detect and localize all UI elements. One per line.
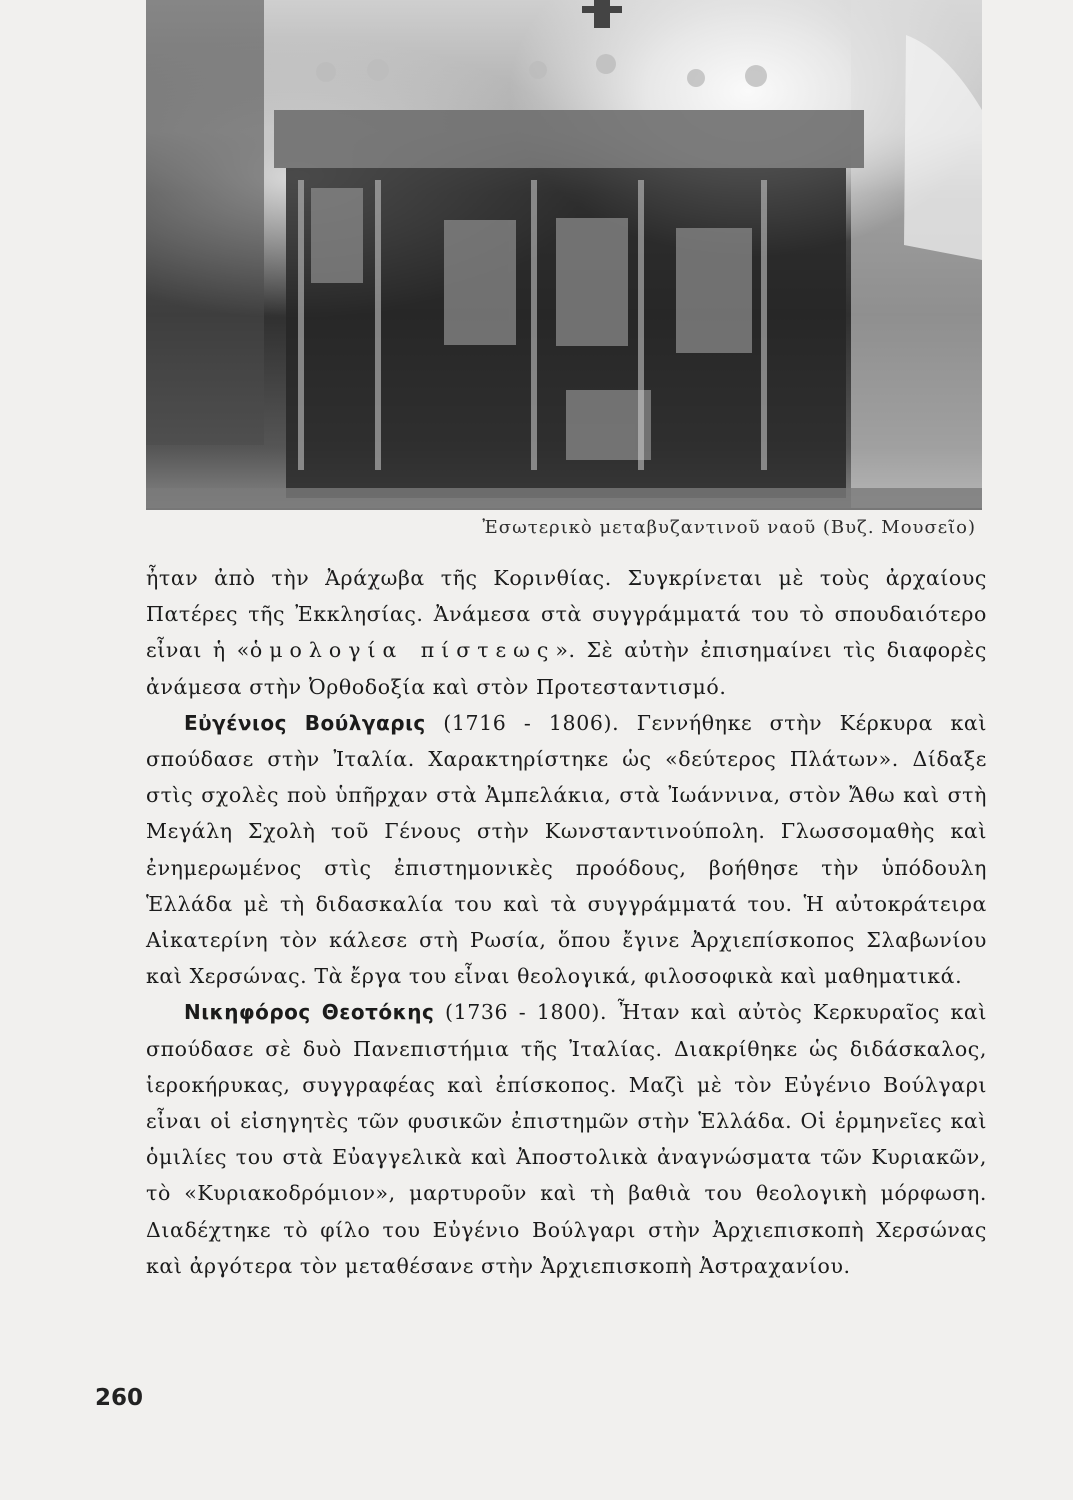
page-number: 260 xyxy=(95,1385,144,1411)
paragraph-3-text: (1736 - 1800). Ἦταν καὶ αὐτὸς Κερκυραῖος καὶ σπούδασε σὲ δυὸ Πανεπιστήμια τῆς Ἰταλίας. Διακρίθηκε ὡς διδάσκαλος, ἱεροκήρυκας, συγγραφέας καὶ ἐπίσκοπος. Μαζὶ μὲ τὸν Εὐγένιο Βούλγαρι εἶναι οἱ εἰσηγητὲς τῶν φυσικῶν ἐπιστημῶν στὴν Ἑλλάδα. Οἱ ἑρμηνεῖες καὶ ὁμιλίες του στὰ Εὐαγγελικὰ καὶ Ἀποστολικὰ ἀναγνώσματα τῶν Κυριακῶν, τὸ «Κυριακοδρόμιον», μαρτυροῦν καὶ τὴ βαθιὰ του θεολογικὴ μόρφωση. Διαδέχτηκε τὸ φίλο του Εὐγένιο Βούλγαρι στὴν Ἀρχιεπισκοπὴ Χερσώνας καὶ ἀργότερα τὸν μεταθέσανε στὴν Ἀρχιεπισκοπὴ Ἀστραχανίου. xyxy=(146,1000,988,1278)
bio-name-voulgaris: Εὐγένιος Βούλγαρις xyxy=(184,710,426,735)
iconostasis-illustration xyxy=(146,0,982,508)
paragraph-3 xyxy=(146,994,987,1284)
paragraph-2 xyxy=(146,705,987,995)
paragraph-1 xyxy=(146,560,987,705)
figure-caption: Ἐσωτερικὸ μεταβυζαντινοῦ ναοῦ (Βυζ. Μουσεῖο) xyxy=(482,517,976,538)
church-interior-photo xyxy=(146,0,982,510)
paragraph-1-text-2: ». Σὲ αὐτὴν ἐπισημαίνει τὶς διαφορὲς ἀνάμεσα στὴν Ὀρθοδοξία καὶ στὸν Προτεσταντισμό. xyxy=(146,638,987,699)
paragraph-2-text: (1716 - 1806). Γεννήθηκε στὴν Κέρκυρα καὶ σπούδασε στὴν Ἰταλία. Χαρακτηρίστηκε ὡς «δεύτερος Πλάτων». Δίδαξε στὶς σχολὲς ποὺ ὑπῆρχαν στὰ Ἀμπελάκια, στὰ Ἰωάννινα, στὸν Ἄθω καὶ στὴ Μεγάλη Σχολὴ τοῦ Γένους στὴν Κωνσταντινούπολη. Γλωσσομαθὴς καὶ ἐνημερωμένος στὶς ἐπιστημονικὲς προόδους, βοήθησε τὴν ὑπόδουλη Ἑλλάδα μὲ τὴ διδασκαλία του καὶ τὰ συγγράμματά του. Ἡ αὐτοκράτειρα Αἰκατερίνη τὸν κάλεσε στὴ Ρωσία, ὅπου ἔγινε Ἀρχιεπίσκοπος Σλαβωνίου καὶ Χερσώνας. Τὰ ἔργα του εἶναι θεολογικά, φιλοσοφικὰ καὶ μαθηματικά. xyxy=(146,710,987,989)
paragraph-1-text-1: ἦταν ἀπὸ τὴν Ἀράχωβα τῆς Κορινθίας. Συγκρίνεται μὲ τοὺς ἀρχαίους Πατέρες τῆς Ἐκκλησίας. Ἀνάμεσα στὰ συγγράμματά του τὸ σπουδαιότερο εἶναι ἡ « xyxy=(146,566,987,663)
bio-name-theotokis: Νικηφόρος Θεοτόκης xyxy=(184,1000,435,1025)
main-text xyxy=(146,560,987,1284)
paragraph-1-emphasis: ὁμολογία πίστεως xyxy=(249,638,556,663)
